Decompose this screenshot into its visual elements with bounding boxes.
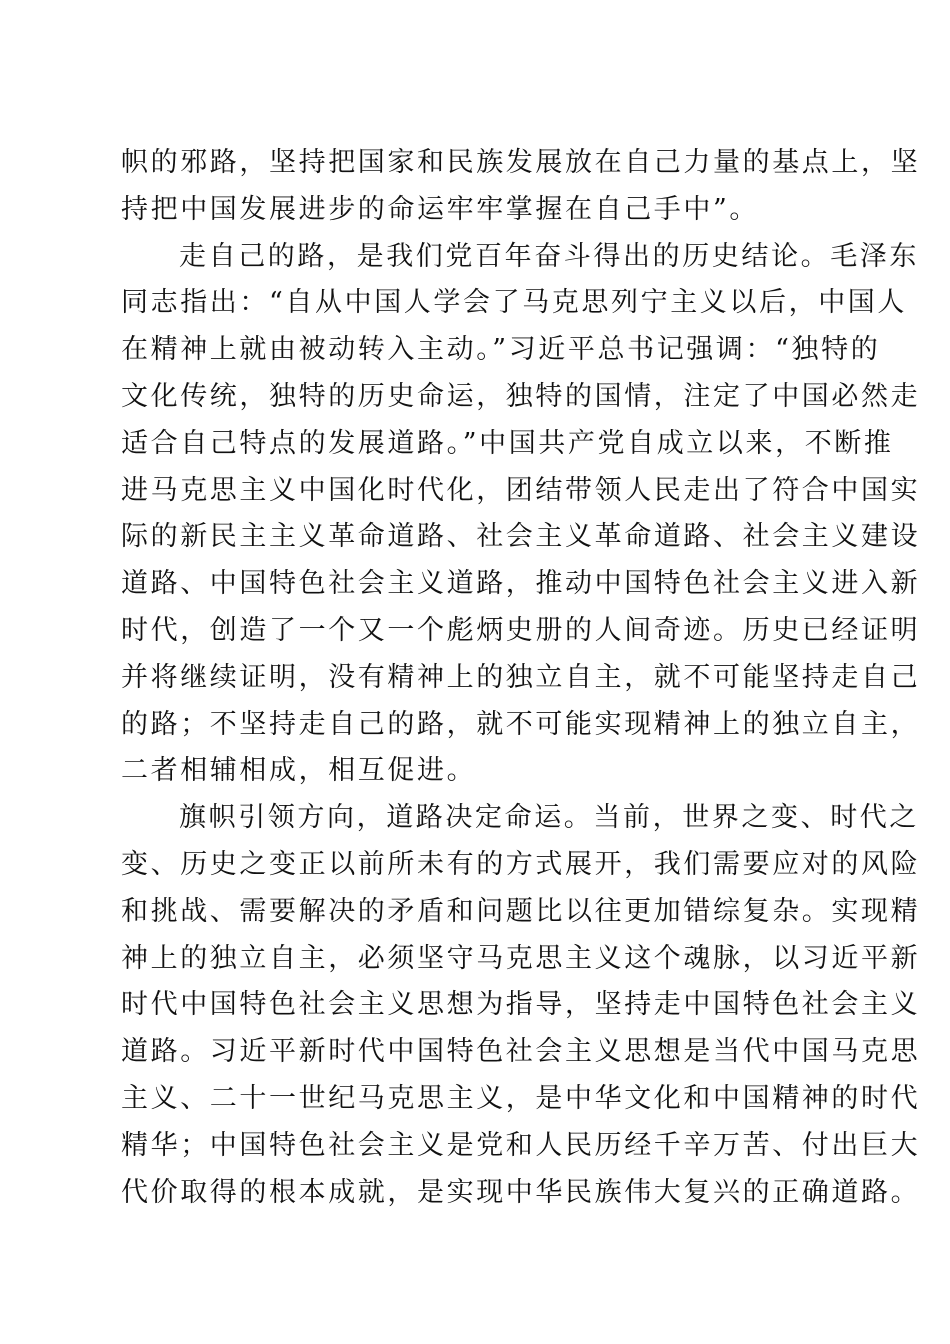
paragraph-3 xyxy=(121,795,921,1216)
text-line: 适合自己特点的发展道路。”中国共产党自成立以来，不断推 xyxy=(121,427,894,459)
text-line: 进马克思主义中国化时代化，团结带领人民走出了符合中国实 xyxy=(121,474,921,506)
text-line: 道路、中国特色社会主义道路，推动中国特色社会主义进入新 xyxy=(121,568,921,600)
text-line: 时代中国特色社会主义思想为指导，坚持走中国特色社会主义 xyxy=(121,989,921,1021)
text-line: 代价取得的根本成就，是实现中华民族伟大复兴的正确道路。 xyxy=(121,1176,921,1208)
text-line: 时代，创造了一个又一个彪炳史册的人间奇迹。历史已经证明 xyxy=(121,614,921,646)
text-line: 文化传统，独特的历史命运，独特的国情，注定了中国必然走 xyxy=(121,380,921,412)
text-line: 二者相辅相成，相互促进。 xyxy=(121,755,477,787)
text-line: 的路；不坚持走自己的路，就不可能实现精神上的独立自主， xyxy=(121,708,921,740)
text-line: 帜的邪路，坚持把国家和民族发展放在自己力量的基点上，坚 xyxy=(121,147,921,178)
text-line: 变、历史之变正以前所未有的方式展开，我们需要应对的风险 xyxy=(121,848,921,880)
body-text xyxy=(121,140,921,1216)
text-line: 主义、二十一世纪马克思主义，是中华文化和中国精神的时代 xyxy=(121,1082,921,1114)
text-line: 和挑战、需要解决的矛盾和问题比以往更加错综复杂。实现精 xyxy=(121,895,921,927)
paragraph-1 xyxy=(121,140,921,234)
text-line: 同志指出：“自从中国人学会了马克思列宁主义以后，中国人 xyxy=(121,287,908,319)
text-line: 旗帜引领方向，道路决定命运。当前，世界之变、时代之 xyxy=(179,802,919,834)
paragraph-2 xyxy=(121,234,921,796)
text-line: 道路。习近平新时代中国特色社会主义思想是当代中国马克思 xyxy=(121,1036,921,1068)
text-line: 神上的独立自主，必须坚守马克思主义这个魂脉，以习近平新 xyxy=(121,942,921,974)
text-line: 精华；中国特色社会主义是党和人民历经千辛万苦、付出巨大 xyxy=(121,1129,921,1161)
text-line: 持把中国发展进步的命运牢牢掌握在自己手中”。 xyxy=(121,193,760,225)
text-line: 并将继续证明，没有精神上的独立自主，就不可能坚持走自己 xyxy=(121,661,921,693)
text-line: 在精神上就由被动转入主动。”习近平总书记强调：“独特的 xyxy=(121,334,881,366)
text-line: 际的新民主主义革命道路、社会主义革命道路、社会主义建设 xyxy=(121,521,921,553)
text-line: 走自己的路，是我们党百年奋斗得出的历史结论。毛泽东 xyxy=(179,240,919,272)
